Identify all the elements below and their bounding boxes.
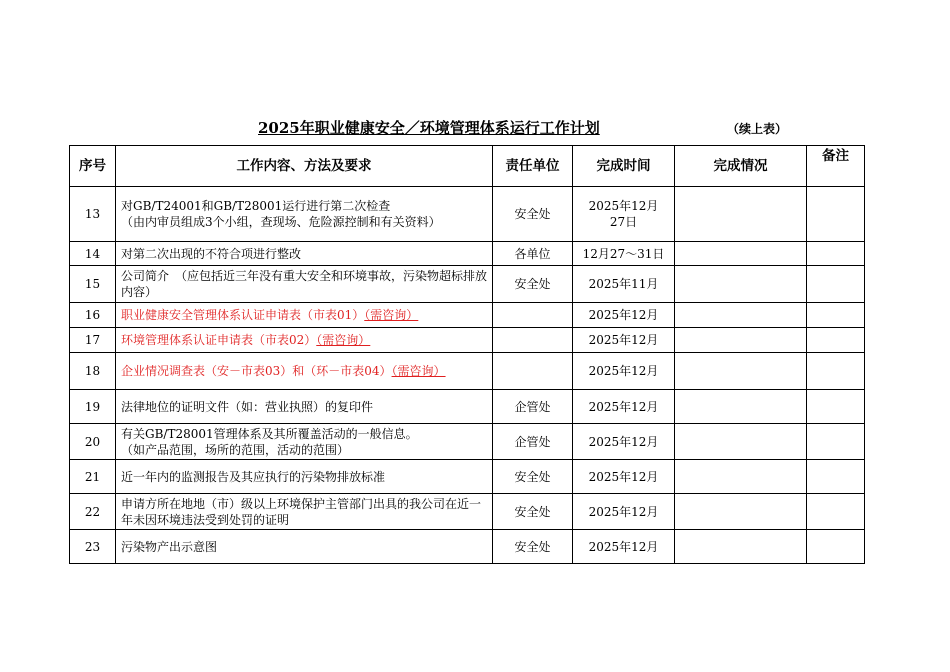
col-header-status: 完成情况 bbox=[675, 146, 807, 187]
row-date: 2025年11月 bbox=[573, 266, 675, 303]
row-task: 对第二次出现的不符合项进行整改 bbox=[116, 242, 493, 266]
row-unit: 安全处 bbox=[493, 187, 573, 242]
row-status bbox=[675, 242, 807, 266]
row-unit: 各单位 bbox=[493, 242, 573, 266]
row-remark bbox=[807, 460, 865, 494]
row-task: 申请方所在地地（市）级以上环境保护主管部门出具的我公司在近一年未因环境违法受到处罚的证明 bbox=[116, 494, 493, 530]
row-unit: 安全处 bbox=[493, 460, 573, 494]
table-row bbox=[70, 266, 865, 303]
table-row bbox=[70, 242, 865, 266]
table-row bbox=[70, 303, 865, 328]
col-header-no: 序号 bbox=[70, 146, 116, 187]
row-no: 13 bbox=[70, 187, 116, 242]
row-task-text: 有关GB/T28001管理体系及其所覆盖活动的一般信息。 bbox=[121, 426, 418, 441]
row-no: 20 bbox=[70, 424, 116, 460]
page-title: 2025年职业健康安全／环境管理体系运行工作计划 bbox=[258, 119, 600, 137]
row-status bbox=[675, 460, 807, 494]
row-task bbox=[116, 353, 493, 390]
table-row bbox=[70, 353, 865, 390]
row-unit bbox=[493, 328, 573, 353]
row-task: 近一年内的监测报告及其应执行的污染物排放标准 bbox=[116, 460, 493, 494]
table-header-row bbox=[70, 146, 865, 187]
row-date: 2025年12月 bbox=[573, 424, 675, 460]
row-status bbox=[675, 266, 807, 303]
row-task bbox=[116, 328, 493, 353]
row-task bbox=[116, 187, 493, 242]
row-task-note: （需咨询） bbox=[316, 333, 371, 347]
row-task-text: 对GB/T24001和GB/T28001运行进行第二次检查 bbox=[121, 199, 391, 213]
row-task-text: 职业健康安全管理体系认证申请表（市表01） bbox=[121, 308, 365, 322]
row-task: 污染物产出示意图 bbox=[116, 530, 493, 564]
row-date: 2025年12月 bbox=[573, 328, 675, 353]
work-plan-table bbox=[69, 145, 865, 564]
row-date-day: 27日 bbox=[609, 215, 638, 229]
row-date: 12月27～31日 bbox=[573, 242, 675, 266]
row-date: 2025年12月 bbox=[573, 303, 675, 328]
table-row bbox=[70, 187, 865, 242]
col-header-remark: 备注 bbox=[807, 146, 865, 187]
row-status bbox=[675, 494, 807, 530]
row-task-note: （需咨询） bbox=[391, 364, 446, 378]
row-remark bbox=[807, 530, 865, 564]
table-row bbox=[70, 494, 865, 530]
row-task bbox=[116, 303, 493, 328]
row-task-text: 企业情况调查表（安－市表03）和（环－市表04） bbox=[121, 364, 392, 378]
row-task-note: （需咨询） bbox=[364, 308, 419, 322]
row-task: 公司简介 （应包括近三年没有重大安全和环境事故，污染物超标排放内容） bbox=[116, 266, 493, 303]
row-date: 2025年12月 bbox=[573, 353, 675, 390]
row-no: 15 bbox=[70, 266, 116, 303]
col-header-unit: 责任单位 bbox=[493, 146, 573, 187]
row-unit: 企管处 bbox=[493, 424, 573, 460]
row-unit bbox=[493, 303, 573, 328]
row-date: 2025年12月 bbox=[573, 390, 675, 424]
row-task-detail: （如产品范围，场所的范围，活动的范围） bbox=[121, 442, 350, 457]
row-remark bbox=[807, 187, 865, 242]
table-row bbox=[70, 460, 865, 494]
row-task: 法律地位的证明文件（如：营业执照）的复印件 bbox=[116, 390, 493, 424]
row-status bbox=[675, 328, 807, 353]
row-remark bbox=[807, 266, 865, 303]
row-unit bbox=[493, 353, 573, 390]
row-no: 18 bbox=[70, 353, 116, 390]
row-unit: 安全处 bbox=[493, 530, 573, 564]
col-header-task: 工作内容、方法及要求 bbox=[116, 146, 493, 187]
row-remark bbox=[807, 353, 865, 390]
row-no: 14 bbox=[70, 242, 116, 266]
row-task-detail: （由内审员组成3个小组，查现场、危险源控制和有关资料） bbox=[121, 215, 441, 229]
row-date-text: 2025年12月 bbox=[588, 199, 659, 213]
row-date bbox=[573, 187, 675, 242]
row-remark bbox=[807, 390, 865, 424]
table-row bbox=[70, 390, 865, 424]
row-status bbox=[675, 187, 807, 242]
row-task-text: 环境管理体系认证申请表（市表02） bbox=[121, 333, 317, 347]
row-no: 23 bbox=[70, 530, 116, 564]
row-no: 17 bbox=[70, 328, 116, 353]
title-row bbox=[0, 117, 950, 139]
table-row bbox=[70, 328, 865, 353]
row-status bbox=[675, 303, 807, 328]
continued-label: （续上表） bbox=[727, 122, 788, 136]
row-remark bbox=[807, 494, 865, 530]
row-status bbox=[675, 353, 807, 390]
row-no: 19 bbox=[70, 390, 116, 424]
row-status bbox=[675, 424, 807, 460]
col-header-date: 完成时间 bbox=[573, 146, 675, 187]
row-date: 2025年12月 bbox=[573, 494, 675, 530]
row-remark bbox=[807, 328, 865, 353]
row-unit: 安全处 bbox=[493, 266, 573, 303]
row-no: 16 bbox=[70, 303, 116, 328]
row-status bbox=[675, 390, 807, 424]
row-unit: 安全处 bbox=[493, 494, 573, 530]
row-remark bbox=[807, 303, 865, 328]
row-no: 21 bbox=[70, 460, 116, 494]
row-remark bbox=[807, 242, 865, 266]
row-date: 2025年12月 bbox=[573, 460, 675, 494]
row-no: 22 bbox=[70, 494, 116, 530]
row-status bbox=[675, 530, 807, 564]
row-unit: 企管处 bbox=[493, 390, 573, 424]
row-date: 2025年12月 bbox=[573, 530, 675, 564]
table-row bbox=[70, 530, 865, 564]
row-remark bbox=[807, 424, 865, 460]
table-row bbox=[70, 424, 865, 460]
row-task bbox=[116, 424, 493, 460]
